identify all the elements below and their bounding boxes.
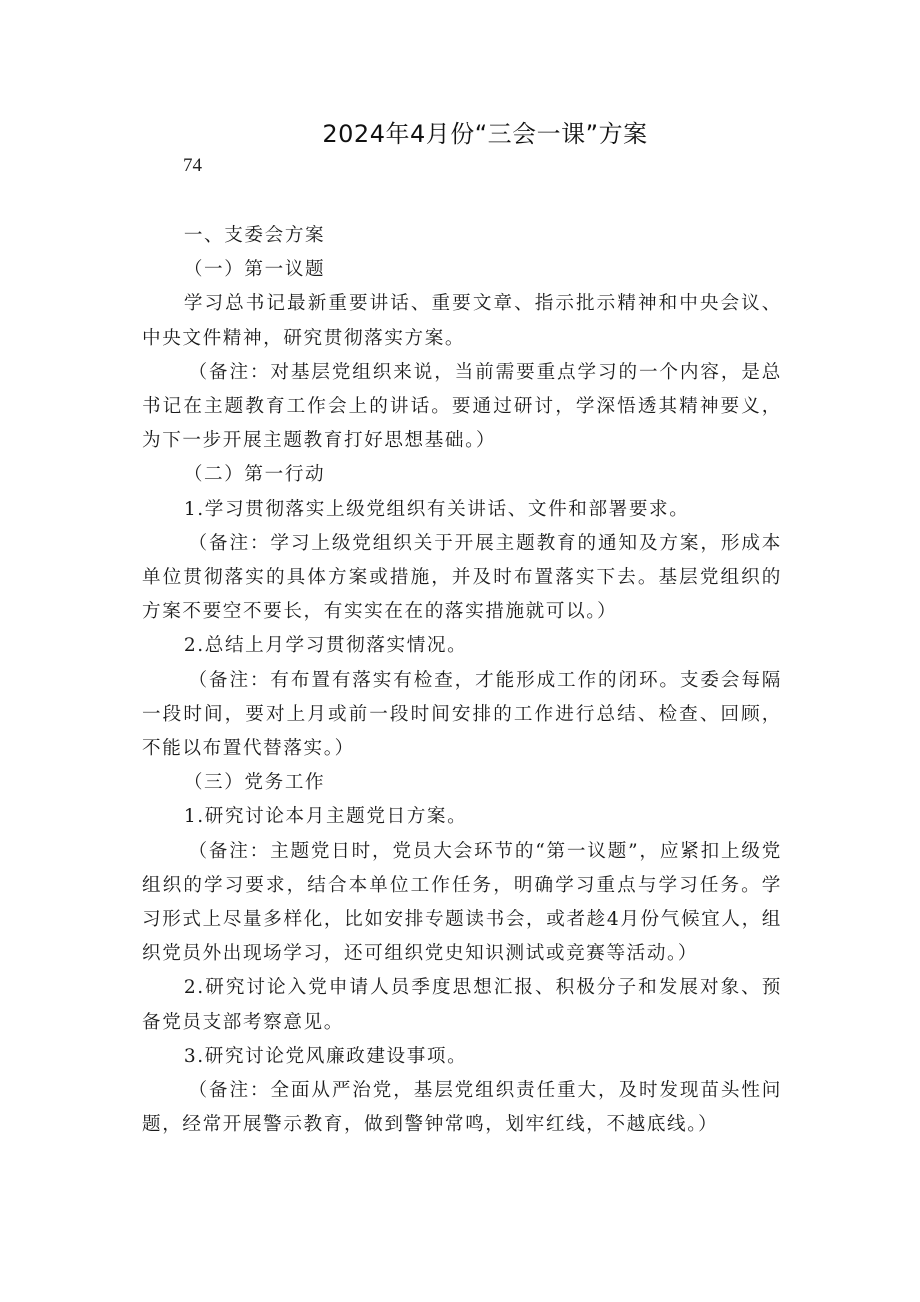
subsection-heading: （二）第一行动 [183, 464, 326, 486]
note-paragraph: （备注：对基层党组织来说，当前需要重点学习的一个内容，是总书记在主题教育工作会上的讲话。要通过研讨，学深悟透其精神要义，为下一步开展主题教育打好思想基础。） [142, 361, 782, 452]
note-paragraph: （备注：全面从严治党，基层党组织责任重大，及时发现苗头性问题，经常开展警示教育，做到警钟常鸣，划牢红线，不越底线。） [142, 1080, 782, 1136]
list-item: 2.研究讨论入党申请人员季度思想汇报、积极分子和发展对象、预备党员支部考察意见。 [142, 977, 782, 1033]
list-item: 1.研究讨论本月主题党日方案。 [183, 806, 468, 828]
paragraph: 学习总书记最新重要讲话、重要文章、指示批示精神和中央会议、中央文件精神，研究贯彻落实方案。 [142, 293, 782, 349]
subsection-heading: （三）党务工作 [183, 772, 326, 794]
subsection-heading: （一）第一议题 [183, 259, 326, 281]
note-paragraph: （备注：有布置有落实有检查，才能形成工作的闭环。支委会每隔一段时间，要对上月或前一段时间安排的工作进行总结、检查、回顾，不能以布置代替落实。） [142, 669, 782, 760]
document-body [142, 219, 782, 1142]
list-item: 3.研究讨论党风廉政建设事项。 [183, 1045, 468, 1067]
page-number: 74 [183, 155, 202, 176]
note-paragraph: （备注：学习上级党组织关于开展主题教育的通知及方案，形成本单位贯彻落实的具体方案或措施，并及时布置落实下去。基层党组织的方案不要空不要长，有实实在在的落实措施就可以。） [142, 532, 782, 623]
list-item: 2.总结上月学习贯彻落实情况。 [183, 635, 468, 657]
document-title: 2024年4月份“三会一课”方案 [322, 120, 648, 148]
note-paragraph: （备注：主题党日时，党员大会环节的“第一议题”，应紧扣上级党组织的学习要求，结合本单位工作任务，明确学习重点与学习任务。学习形式上尽量多样化，比如安排专题读书会，或者趁4月份气候宜人，组织党员外出现场学习，还可组织党史知识测试或竞赛等活动。） [142, 840, 782, 965]
section-heading: 一、支委会方案 [183, 225, 326, 246]
list-item: 1.学习贯彻落实上级党组织有关讲话、文件和部署要求。 [183, 498, 690, 520]
